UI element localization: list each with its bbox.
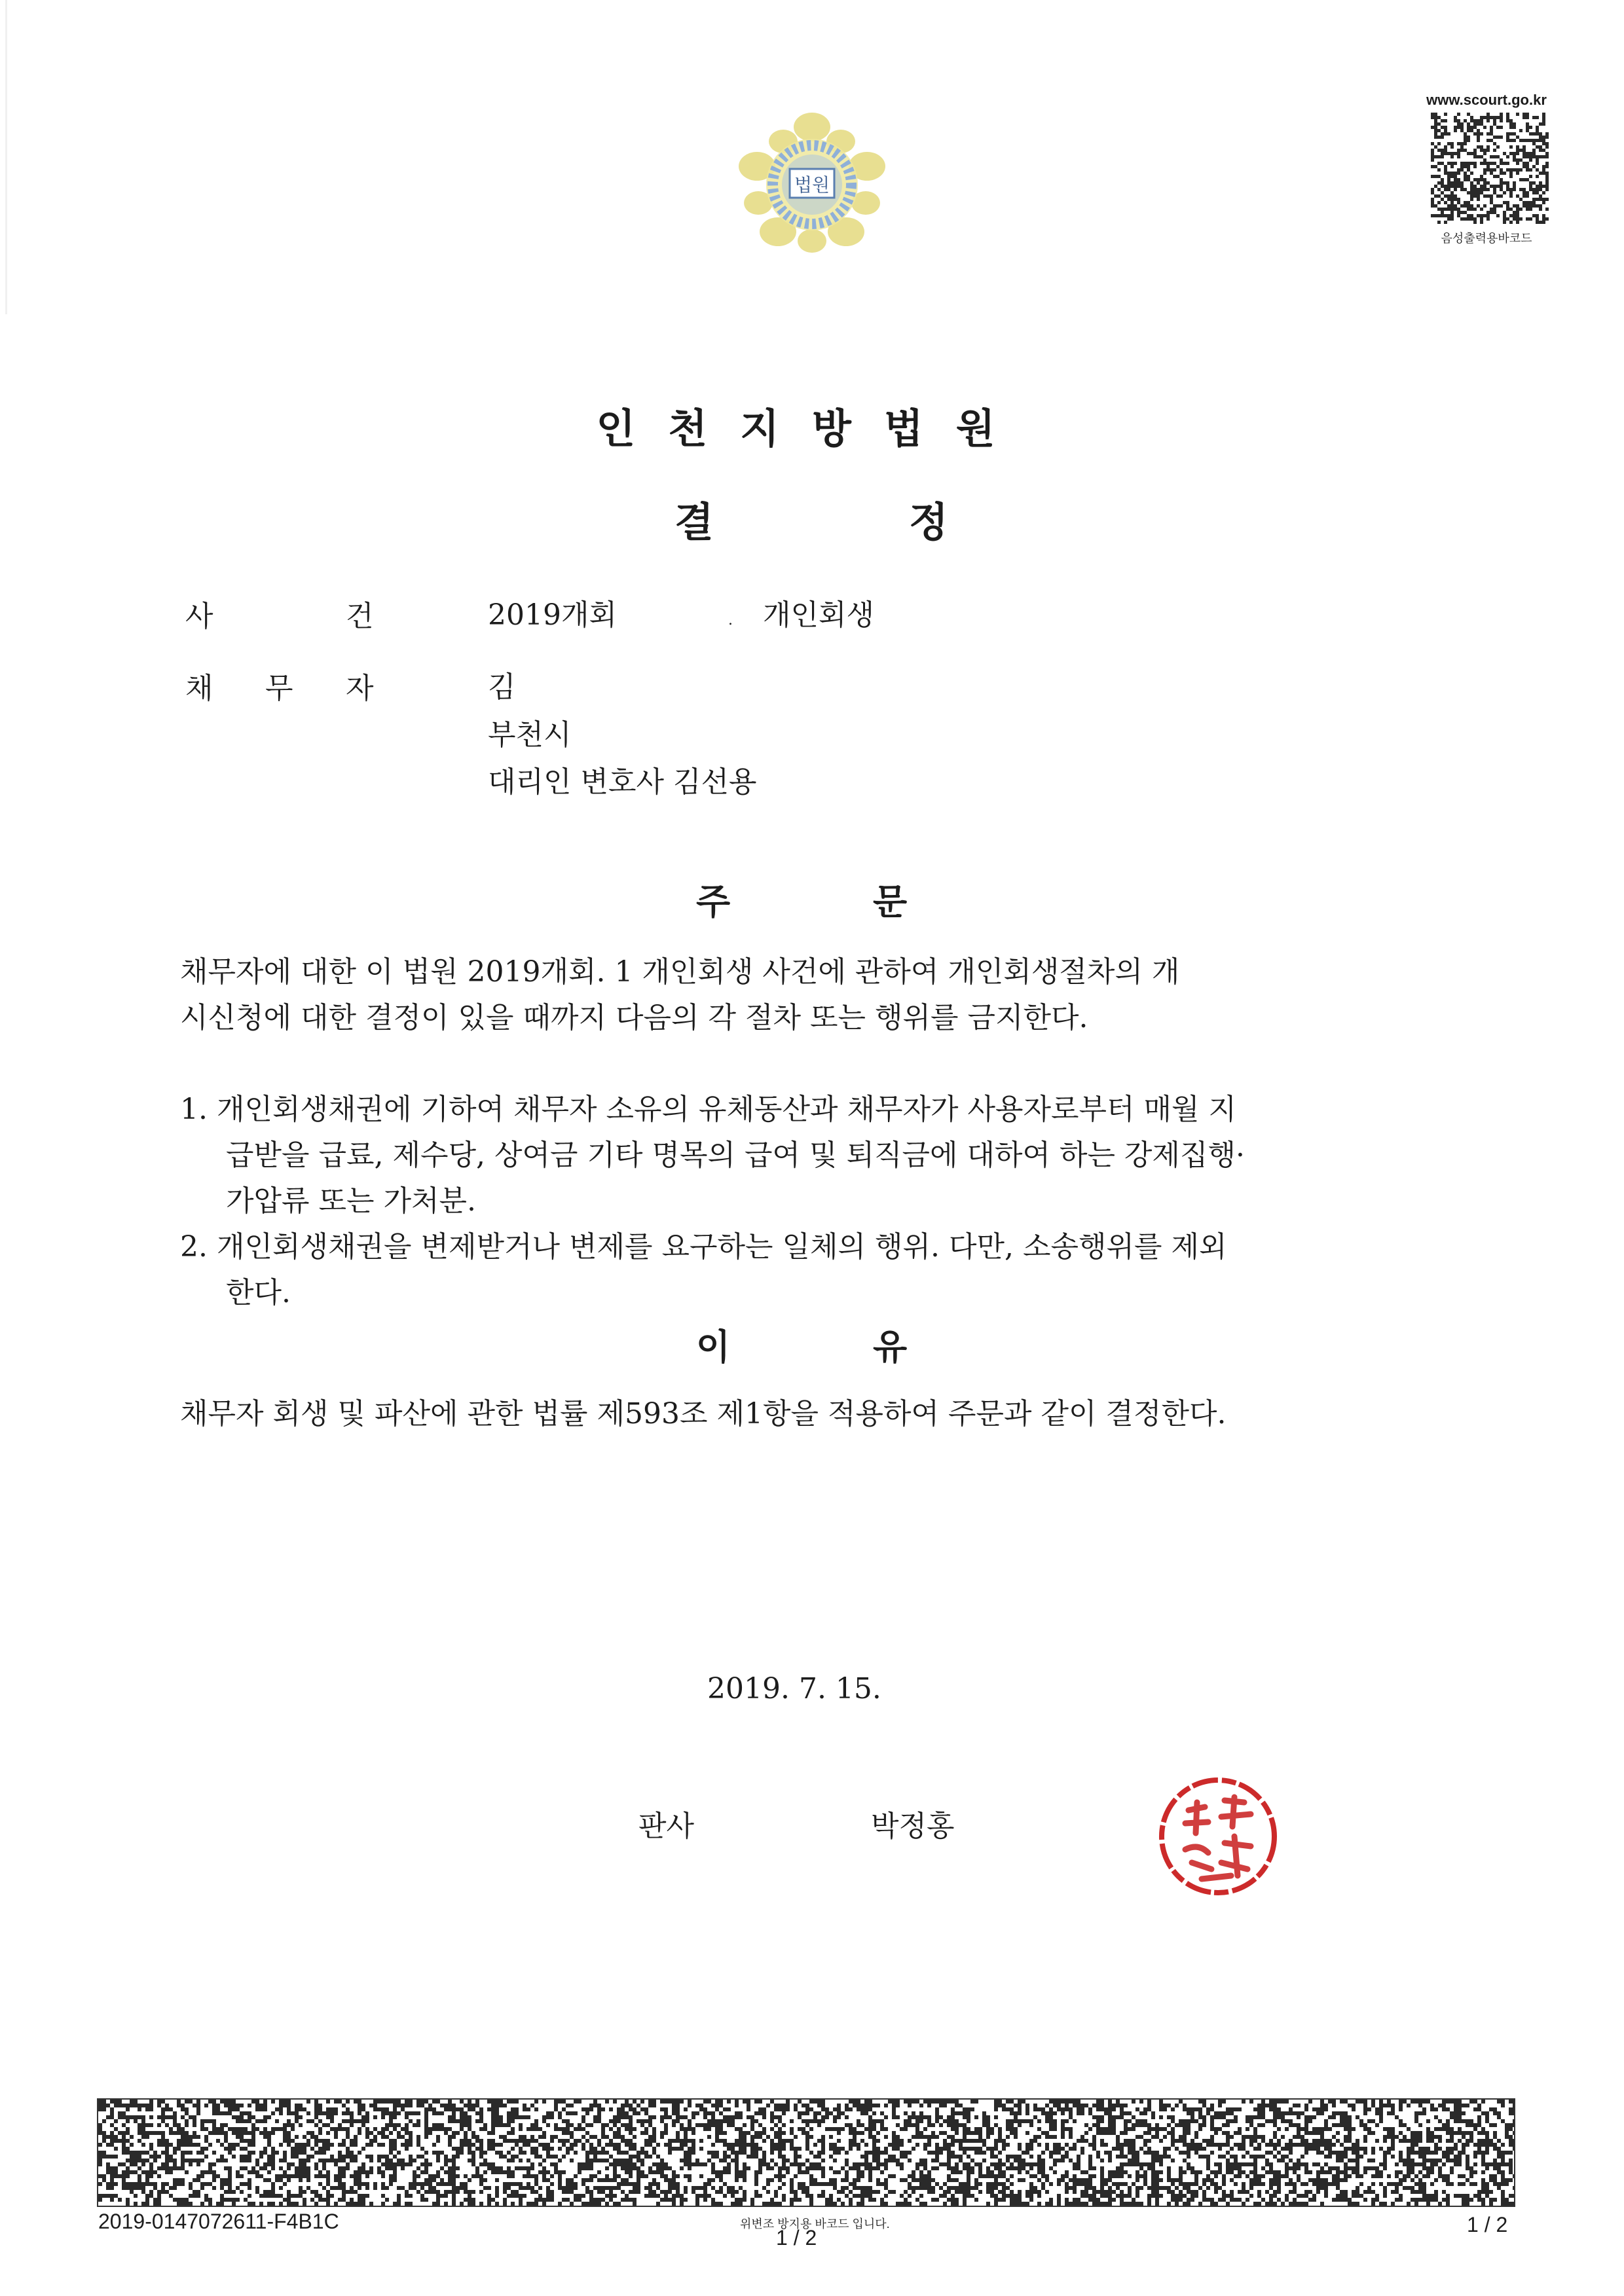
debtor-label-first: 채 — [185, 672, 213, 705]
item1-line-3: 가압류 또는 가처분. — [226, 1184, 476, 1218]
case-label-first: 사 — [185, 600, 213, 633]
case-type: 개인회생 — [763, 598, 875, 632]
item1-line-1: 1. 개인회생채권에 기하여 채무자 소유의 유체동산과 채무자가 사용자로부터 매월 지 — [180, 1093, 1236, 1126]
court-emblem-icon — [730, 105, 894, 262]
case-number-text: 2019개회 — [488, 598, 617, 632]
scan-edge-mark — [5, 0, 7, 314]
item2-line-1: 2. 개인회생채권을 변제받거나 변제를 요구하는 일체의 행위. 다만, 소송행위를 제외 — [180, 1230, 1227, 1264]
judge-title: 판사 — [638, 1810, 695, 1843]
page-number-center: 1 / 2 — [776, 2226, 817, 2250]
court-name: 인천지방법원 — [596, 405, 1028, 452]
case-mark: . — [728, 612, 733, 629]
reason-paragraph: 채무자 회생 및 파산에 관한 법률 제593조 제1항을 적용하여 주문과 같이 결정한다. — [180, 1397, 1227, 1430]
item1-line-2: 급받을 급료, 제수당, 상여금 기타 명목의 급여 및 퇴직금에 대하여 하는 강제집행· — [226, 1139, 1245, 1172]
order-item-1 — [180, 1087, 1245, 1224]
debtor-agent: 대리인 변호사 김선용 — [488, 765, 757, 799]
order-item-2 — [180, 1224, 1227, 1316]
judge-seal-icon — [1153, 1771, 1283, 1902]
debtor-name: 김 — [488, 670, 516, 704]
case-label-second: 건 — [346, 600, 374, 633]
doc-type-second: 정 — [909, 498, 948, 546]
debtor-address: 부천시 — [488, 718, 572, 752]
reason-heading-first: 이 — [696, 1326, 731, 1368]
reason-heading-second: 유 — [873, 1326, 908, 1368]
case-number — [488, 592, 733, 644]
page-number-right: 1 / 2 — [1467, 2213, 1508, 2236]
anti-forgery-barcode-icon — [97, 2098, 1515, 2207]
order-heading-first: 주 — [696, 881, 731, 922]
order-line-2: 시신청에 대한 결정이 있을 때까지 다음의 각 절차 또는 행위를 금지한다. — [180, 1001, 1088, 1034]
voice-output-barcode-icon — [1431, 113, 1549, 224]
debtor-label-third: 자 — [346, 672, 374, 705]
doc-type-first: 결 — [674, 498, 714, 546]
judge-name: 박정홍 — [871, 1810, 955, 1843]
document-code: 2019-0147072611-F4B1C — [98, 2210, 339, 2233]
barcode-note: 위변조 방지용 바코드 입니다. — [740, 2217, 890, 2231]
svg-text:법원: 법원 — [794, 174, 830, 196]
qr-caption-text: 음성출력용바코드 — [1441, 232, 1532, 245]
order-line-1: 채무자에 대한 이 법원 2019개회. 1 개인회생 사건에 관하여 개인회생절차의 개 — [180, 955, 1180, 989]
debtor-label-second: 무 — [265, 672, 293, 705]
decision-date: 2019. 7. 15. — [707, 1672, 881, 1705]
order-paragraph — [180, 949, 1437, 1041]
qr-url-text: www.scourt.go.kr — [1426, 92, 1547, 108]
item2-line-2: 한다. — [226, 1276, 291, 1309]
order-heading-second: 문 — [873, 881, 908, 922]
